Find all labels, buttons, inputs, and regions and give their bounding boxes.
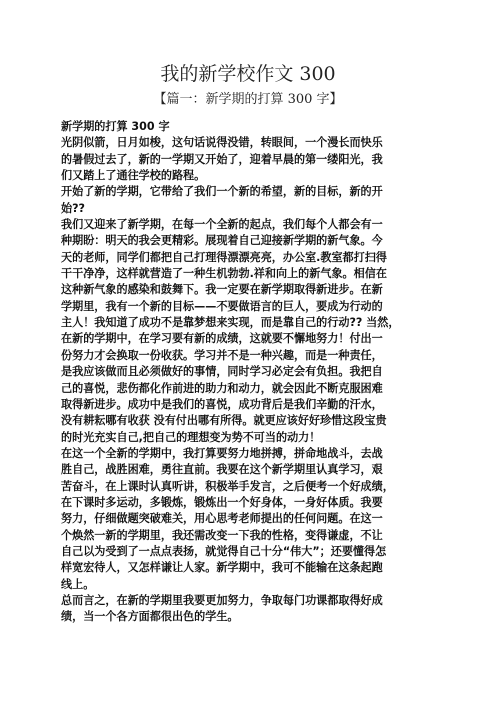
text-line: 个焕然一新的学期里，我还需改变一下我的性格，变得谦虚，不让 <box>61 528 383 542</box>
text-line: 的暑假过去了，新的一学期又开始了，迎着早晨的第一缕阳光，我 <box>61 152 383 166</box>
text-line: 光阴似箭，日月如梭，这句话说得没错，转眼间，一个漫长而快乐 <box>61 136 383 150</box>
text-line: 己的喜悦，悲伤都化作前进的助力和动力，就会因此不断克服困难 <box>61 381 383 395</box>
text-line: 努力，仔细做题突破难关，用心思考老师提出的任何问题。在这一 <box>61 512 383 526</box>
text-line: 这种新气象的感染和鼓舞下。我一定要在新学期取得新进步。在新 <box>61 283 383 297</box>
text-line: 总而言之，在新的学期里我要更加努力，争取每门功课都取得好成 <box>61 593 383 607</box>
text-line: 的时光充实自己,把自己的理想变为势不可当的动力！ <box>61 430 321 444</box>
text-line: 天的老师，同学们都把自己打理得漂漂亮亮，办公室.教室都打扫得 <box>61 250 387 264</box>
text-line: 干干净净，这样就营造了一种生机勃勃.祥和向上的新气象。相信在 <box>61 267 387 281</box>
text-line: 主人！我知道了成功不是靠梦想来实现，而是靠自己的行动?? 当然， <box>61 316 400 330</box>
text-line: 没有耕耘哪有收获 没有付出哪有所得。就更应该好好珍惜这段宝贵 <box>61 414 387 428</box>
text-line: 始?? <box>61 201 85 215</box>
document-subtitle: 【篇一：新学期的打算 300 字】 <box>153 92 343 107</box>
text-line: 在这一个全新的学期中，我打算要努力地拼搏，拼命地战斗，去战 <box>61 446 383 460</box>
text-line: 样宽宏待人，又怎样谦让人家。新学期中，我可不能输在这条起跑 <box>61 561 383 575</box>
text-line: 在新的学期中，在学习要有新的成绩，这就要不懈地努力！付出一 <box>61 332 383 346</box>
text-line: 自己以为受到了一点点表扬，就觉得自己十分“伟大”；还要懂得怎 <box>61 544 387 558</box>
text-line: 线上。 <box>61 577 95 591</box>
text-line: 苦奋斗，在上课时认真听讲，积极举手发言，之后便考一个好成绩， <box>61 479 394 493</box>
document-body <box>61 119 439 626</box>
document-title: 我的新学校作文 300 <box>160 63 336 85</box>
text-line: 们又踏上了通往学校的路程。 <box>61 169 206 183</box>
text-line: 胜自己，战胜困难，勇往直前。我要在这个新学期里认真学习，艰 <box>61 463 383 477</box>
text-line: 我们又迎来了新学期，在每一个全新的起点，我们每个人都会有一 <box>61 218 383 232</box>
text-line: 开始了新的学期，它带给了我们一个新的希望，新的目标，新的开 <box>61 185 383 199</box>
text-line: 份努力才会换取一份收获。学习并不是一种兴趣，而是一种责任， <box>61 348 383 362</box>
text-line: 取得新进步。成功中是我们的喜悦，成功背后是我们辛勤的汗水， <box>61 397 383 411</box>
text-line: 学期里，我有一个新的目标——不要做语言的巨人，要成为行动的 <box>61 299 383 313</box>
text-line: 绩，当一个各方面都很出色的学生。 <box>61 610 239 624</box>
text-line: 种期盼：明天的我会更精彩。展现着自己迎接新学期的新气象。今 <box>61 234 383 248</box>
text-line: 是我应该做而且必须做好的事情，同时学习必定会有负担。我把自 <box>61 365 383 379</box>
text-line: 在下课时多运动，多锻炼，锻炼出一个好身体，一身好体质。我要 <box>61 495 383 509</box>
text-line: 新学期的打算 300 字 <box>61 120 170 133</box>
